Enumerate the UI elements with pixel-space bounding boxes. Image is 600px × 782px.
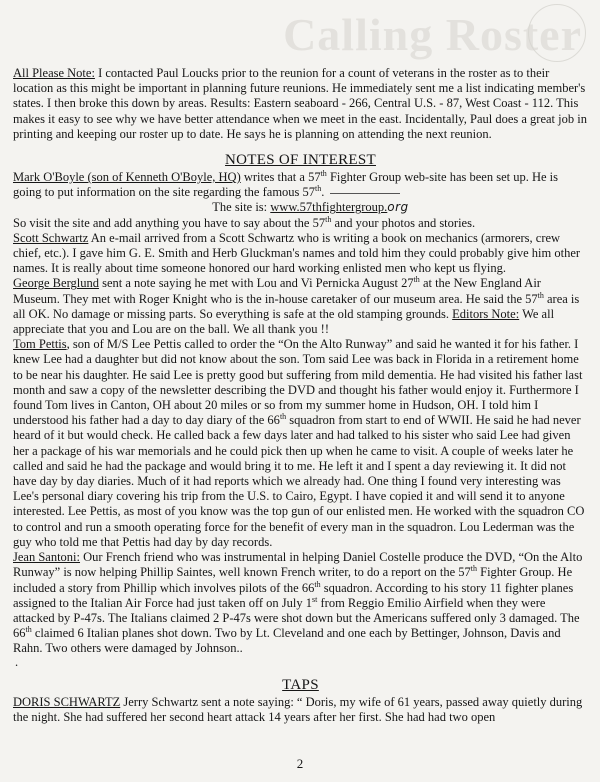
ordinal: th [279,412,287,422]
ordinal: th [413,275,420,285]
pettis-name: Tom Pettis [13,337,67,352]
site-label: The site is: [212,200,271,215]
berglund-name: George Berglund [13,276,99,291]
oboyle-text-a: writes that a 57 [240,170,321,185]
schwartz-name: Scott Schwartz [13,230,89,245]
handwritten-rule [330,193,400,194]
taps-heading: TAPS [282,676,319,693]
santoni-text-c: squadron. According to his story 11 fighter planes assigned to the Italian Air Force had just taken off on July 1 [13,580,574,610]
ordinal: th [470,564,477,574]
editors-note-text: We all appreciate that you and Lou are on the ball. We all thank you !! [13,306,555,337]
note-label: All Please Note: [13,66,95,80]
note-text: I contacted Paul Loucks prior to the reunion for a count of veterans in the roster as to their location as this might be important in planning future reunions. He immediately sent me a list indicating member's states. I then broke this down by areas. Results: Eastern seaboard - 266, Central U.S. - 87, West Coast - 112. This makes it easy to see why we have better attendance when we meet in the east. Incidentally, Paul does a great job in printing and keeping our roster up to date. He says he is planning on attending the next reunion. [13,66,587,141]
ordinal: th [25,624,32,634]
ordinal: th [315,184,322,194]
santoni-text-d: from Reggio Emilio Airfield when they were attacked by P-47s. The Italians claimed 2 P-47s were shot down but the Americans suffered only 3 damaged. The 66 [13,595,580,641]
oboyle-text-c: . [321,185,325,200]
page-number: 2 [296,756,304,771]
oboyle-follow-up [13,216,588,231]
santoni-name: Jean Santoni: [13,550,81,565]
berglund-text-b: at the New England Air Museum. They met with Roger Knight who is the in-house caretaker of our museum area. He said the 57 [13,276,541,306]
follow-text-a: So visit the site and add anything you have to say about the 57 [13,215,326,230]
notes-of-interest-heading: NOTES OF INTEREST [225,152,376,169]
pettis-text-a: , son of M/S Lee Pettis called to order the “On the Alto Runway” and said he wanted it for his father. I knew Lee had a daughter but did not know about the son. Tom said Lee was back in Florida in a retirement home to be near his daughter. He said Lee is pretty good but suffering from mild dementia. He had visited his father last month and saw a copy of the newsletter describing the DVD and thought his father would enjoy it. Furthermore I found Tom lives in Canton, OH about 20 miles or so from my summer home in Hudson, OH. I told him I understood his father had a day to day diary of the 66 [13,337,583,428]
santoni-text-a: Our French friend who was instrumental in helping Daniel Costelle produce the DVD, “On the Alto Runway” is now helping Phillip Saintes, well known French writer, to do a report on the 57 [13,550,583,580]
ordinal: th [537,290,544,300]
stray-dot: . [15,654,19,669]
berglund-text-c: area is all OK. No damage or missing parts. So everything is safe at the old stamping grounds. [13,291,580,321]
schwartz-paragraph [13,231,588,277]
doris-text: Jerry Schwartz sent a note saying: “ Doris, my wife of 61 years, passed away quietly during the night. She had suffered her second heart attack 14 years after her first. She had had two open [13,694,583,724]
handwritten-suffix: org [387,200,409,215]
ordinal: st [312,594,318,604]
santoni-text-e: claimed 6 Italian planes shot down. Two by Lt. Cleveland and one each by Bettinger, Johnson, Davis and Rahn. Two others were damaged by Johnson.. [13,626,561,656]
pettis-paragraph [13,337,588,550]
page-body [13,66,588,725]
santoni-paragraph [13,550,588,656]
doris-name: DORIS SCHWARTZ [13,694,121,709]
bleed-through-title: Calling Roster [283,9,582,60]
ordinal: th [325,214,332,224]
berglund-text-a: sent a note saying he met with Lou and Vi Pernicka August 27 [98,276,414,291]
doris-paragraph [13,695,588,725]
website-line [13,200,588,215]
santoni-text-b: Fighter Group. He included a story from Phillip which involves pilots of the 66 [13,565,573,595]
note-paragraph [13,66,588,142]
berglund-paragraph [13,276,588,337]
bleed-through-seal-icon [528,4,586,62]
follow-text-b: and your photos and stories. [331,215,476,230]
oboyle-paragraph [13,170,588,200]
ordinal: th [320,168,327,178]
pettis-text-b: squadron from start to end of WWII. He said he had never heard of it but would check. He called back a few days later and had talked to his sister who said Lee had given her a package of his war memorials and he could pick then up when he came to visit. A couple of weeks later he called and said he had the package and would bring it to me. He left it and I spent a day reviewing it. It did not have day by day diaries. Much of it had reports which we already had. One thing I found very interesting was Lee's personal diary covering his trip from the U.S. to Cairo, Egypt. I have copied it and will send it to anyone interested. Lee Pettis, as most of you know was the top gun of our enlisted men. He worked with the squadron CO to control and run a smooth operating force for the benefit of every man in the squadron. Lou Lederman was the guy who told me that Pettis had day by day records. [13,413,585,549]
ordinal: th [314,579,321,589]
oboyle-name: Mark O'Boyle (son of Kenneth O'Boyle, HQ) [13,170,241,185]
website-link[interactable]: www.57thfightergroup. [270,200,388,215]
oboyle-text-b: Fighter Group web-site has been set up. He is going to put information on the site regarding the famous 57 [13,170,559,200]
schwartz-text: An e-mail arrived from a Scott Schwartz who is writing a book on mechanics (armorers, crew chief, etc.). I gave him G. E. Smith and Herb Gluckman's names and told him they could probably give him other names. It is really about time someone honored our hard working enlisted men who kept us flying. [13,230,581,276]
editors-note-label: Editors Note: [452,306,520,321]
